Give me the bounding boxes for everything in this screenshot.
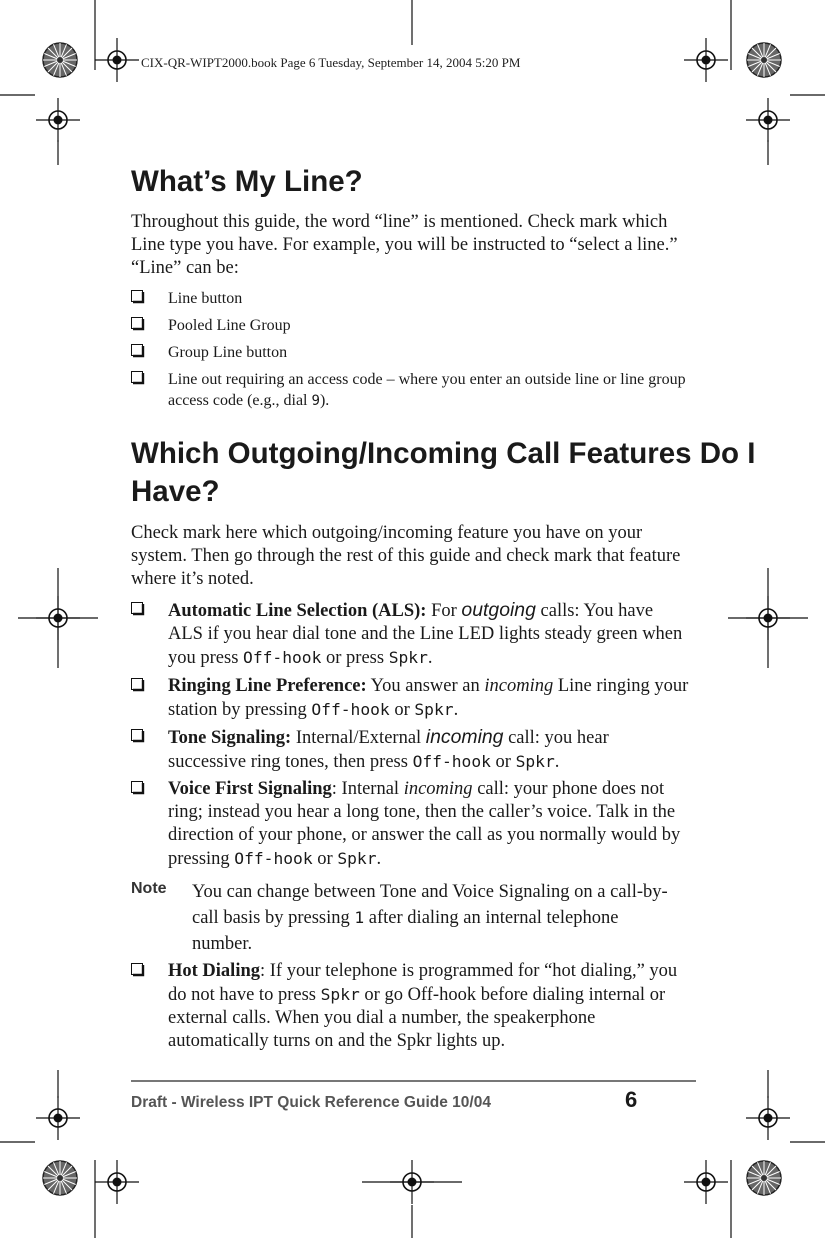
feature-description: Voice First Signaling: Internal incoming call: your phone does not ring; instead you hear a long tone, then the caller’s voice. Talk in the direction of your phone, or answer the call as you normally would by pressing Off-hook or Spkr. [168,779,681,869]
checklist-label: Pooled Line Group [168,317,291,334]
checkbox-icon[interactable] [131,317,145,331]
checklist-item-ringing-line-preference [131,675,691,722]
feature-description: Hot Dialing: If your telephone is programmed for “hot dialing,” you do not have to press Spkr or go Off-hook before dialing internal or external calls. When you dial a number, the speakerphone automatically turns on and the Spkr lights up. [168,961,678,1051]
checkbox-icon[interactable] [131,963,145,977]
checkbox-icon[interactable] [131,344,145,358]
registration-mark-icon [36,1096,80,1140]
key-label: 1 [354,908,365,927]
checkbox-icon[interactable] [131,290,145,304]
checkbox-icon[interactable] [131,729,145,743]
checklist-item-als [131,599,691,670]
section-title-call-features: Which Outgoing/Incoming Call Features Do I Have? [131,437,756,508]
feature-description: Tone Signaling: Internal/External incoming call: you hear successive ring tones, then press Off-hook or Spkr. [168,726,609,772]
checklist-item-pooled-line-group [131,315,691,336]
registration-mark-icon [95,1160,139,1204]
checkbox-icon[interactable] [131,602,145,616]
checklist-label: Line button [168,290,243,307]
star-target-icon [43,43,77,77]
checkbox-icon[interactable] [131,371,145,385]
key-label: Spkr [337,849,377,868]
section2-intro: Check mark here which outgoing/incoming feature you have on your system. Then go through the rest of this guide and check mark that feature where it’s noted. [131,523,681,589]
registration-mark-icon [95,38,139,82]
key-label: 9 [311,393,320,409]
star-target-icon [747,1161,781,1195]
section1-intro: Throughout this guide, the word “line” is mentioned. Check mark which Line type you have. For example, you will be instructed to “select a line.” “Line” can be: [131,212,678,278]
checklist-item-voice-first-signaling [131,778,691,871]
registration-mark-icon [746,98,790,142]
key-label: Spkr [515,752,555,771]
feature-label: Tone Signaling: [168,728,292,748]
feature-description: Automatic Line Selection (ALS): For outgoing calls: You have ALS if you hear dial tone and the Line LED lights steady green when you press Off-hook or press Spkr. [168,599,683,668]
checklist-item-access-code-line [131,369,691,412]
checklist-item-hot-dialing [131,960,691,1053]
registration-mark-icon [746,1096,790,1140]
page-number: 6 [625,1087,638,1112]
checkbox-icon[interactable] [131,678,145,692]
note-label: Note [131,880,167,897]
feature-label: Voice First Signaling [168,779,332,799]
registration-mark-icon [36,98,80,142]
feature-label: Ringing Line Preference: [168,676,367,696]
key-label: Off-hook [243,648,322,667]
key-label: Off-hook [234,849,313,868]
feature-description: Ringing Line Preference: You answer an incoming Line ringing your station by pressing Off-hook or Spkr. [168,676,689,720]
note-text: You can change between Tone and Voice Signaling on a call-by-call basis by pressing 1 after dialing an internal telephone number. [192,882,668,954]
section-title-whats-my-line: What’s My Line? [131,165,363,198]
feature-label: Automatic Line Selection (ALS): [168,601,427,621]
key-label: Spkr [414,700,454,719]
registration-mark-icon [684,38,728,82]
registration-mark-icon [684,1160,728,1204]
footer-title: Draft - Wireless IPT Quick Reference Guide 10/04 [131,1094,491,1111]
key-label: Spkr [320,985,360,1004]
checklist-label: Group Line button [168,344,288,361]
checklist-item-line-button [131,288,691,309]
checklist-item-tone-signaling [131,726,691,774]
star-target-icon [43,1161,77,1195]
book-slug: CIX-QR-WIPT2000.book Page 6 Tuesday, September 14, 2004 5:20 PM [141,55,521,70]
checklist-label: Line out requiring an access code – where you enter an outside line or line group access code (e.g., dial 9). [168,371,686,409]
feature-label: Hot Dialing [168,961,260,981]
key-label: Spkr [388,648,428,667]
key-label: Off-hook [412,752,491,771]
key-label: Off-hook [311,700,390,719]
checkbox-icon[interactable] [131,781,145,795]
checklist-item-group-line-button [131,342,691,363]
star-target-icon [747,43,781,77]
footer-divider [131,1080,696,1082]
